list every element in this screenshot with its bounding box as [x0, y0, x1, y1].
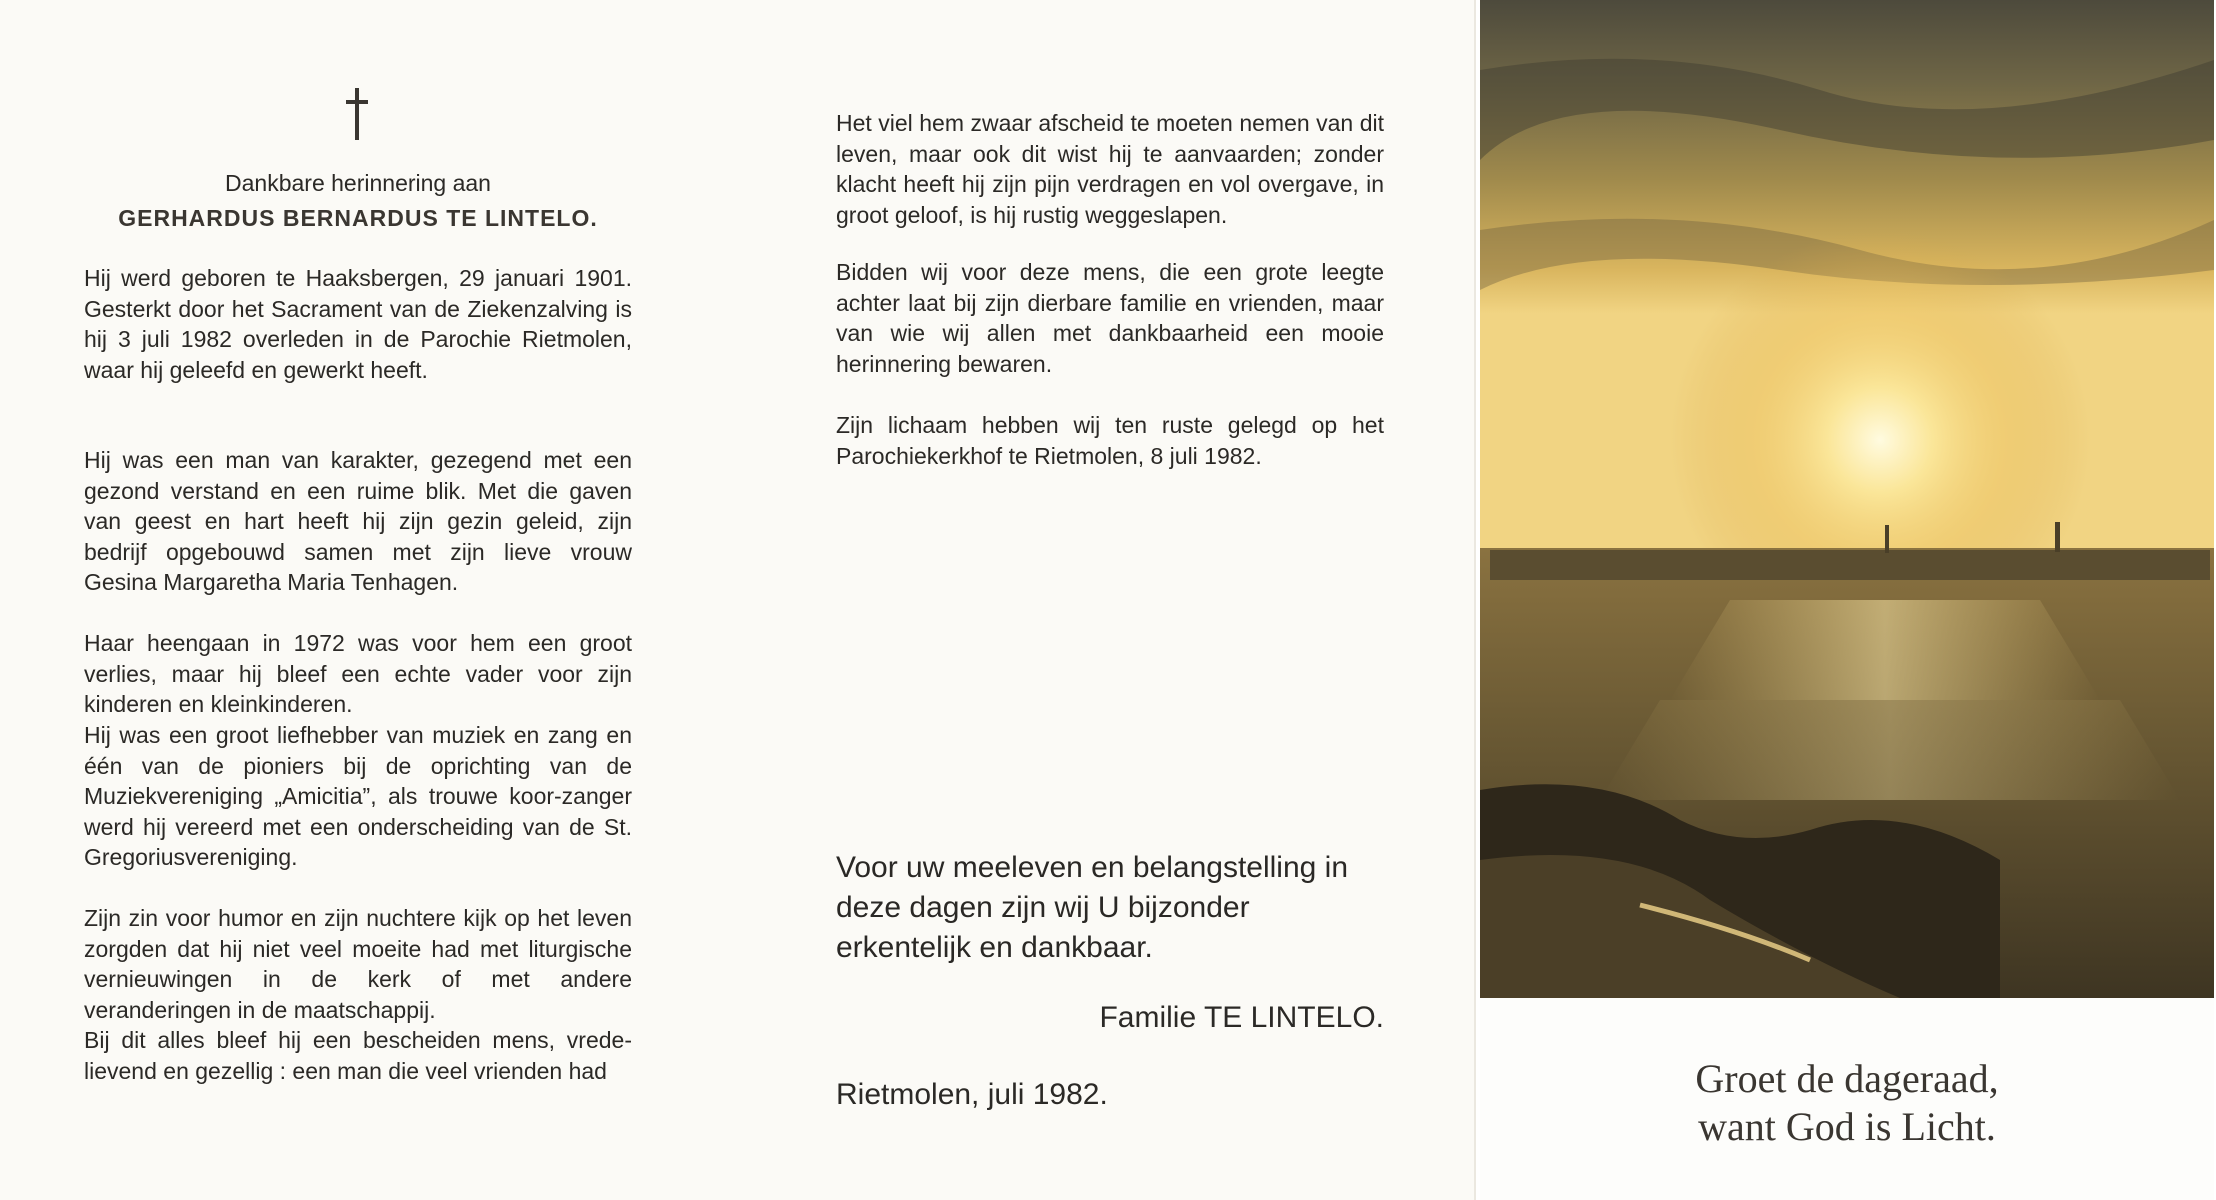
- cross-icon: [350, 88, 364, 140]
- intro-text: Dankbare herinnering aan: [225, 170, 491, 196]
- verse-line-2: want God is Licht.: [1698, 1104, 1996, 1149]
- sunset-sea-photo: [1480, 0, 2214, 998]
- deceased-name: GERHARDUS BERNARDUS TE LINTELO.: [118, 205, 598, 231]
- paragraph-character: Hij was een man van karakter, gezegend met een gezond verstand en een ruime blik. Met die gaven van geest en hart heeft hij zijn gezin geleid, zijn bedrijf opgebouwd samen met zijn lieve vrouw Gesina Margaretha Maria Tenhagen.: [84, 447, 632, 595]
- paragraph-loss: Haar heengaan in 1972 was voor hem een groot verlies, maar hij bleef een echte vader voor zijn kinderen en kleinkinderen.: [84, 630, 632, 717]
- verse-text: [1480, 1055, 2214, 1151]
- paragraph-music: Hij was een groot liefhebber van muziek en zang en één van de pioniers bij de oprichting van de Muziekvereniging „Amicitia”, als trouwe koor-zanger werd hij vereerd met een onderscheiding van de St. Gregoriusvereniging.: [84, 722, 632, 870]
- place-date: Rietmolen, juli 1982.: [836, 1078, 1108, 1111]
- paragraph-burial: Zijn lichaam hebben wij ten ruste gelegd op het Parochiekerkhof te Rietmolen, 8 juli 1982.: [836, 412, 1384, 469]
- paragraph-modest: Bij dit alles bleef hij een bescheiden mens, vrede-lievend en gezellig : een man die veel vrienden had: [84, 1027, 632, 1084]
- paragraph-humor: Zijn zin voor humor en zijn nuchtere kijk op het leven zorgden dat hij niet veel moeite had met liturgische vernieuwingen in de kerk of met andere veranderingen in de maatschappij.: [84, 905, 632, 1023]
- thanks-text: Voor uw meeleven en belangstelling in deze dagen zijn wij U bijzonder erkentelijk en dankbaar.: [836, 851, 1349, 964]
- verse-line-1: Groet de dageraad,: [1695, 1056, 1999, 1101]
- paragraph-birth: Hij werd geboren te Haaksbergen, 29 januari 1901. Gesterkt door het Sacrament van de Ziekenzalving is hij 3 juli 1982 overleden in de Parochie Rietmolen, waar hij geleefd en gewerkt heeft.: [84, 265, 632, 383]
- paragraph-farewell: Het viel hem zwaar afscheid te moeten nemen van dit leven, maar ook dit wist hij te aanvaarden; zonder klacht heeft hij zijn pijn verdragen en vol overgave, in groot geloof, is hij rustig weggeslapen.: [836, 110, 1384, 228]
- family-signature: Familie TE LINTELO.: [1099, 1001, 1384, 1034]
- paragraph-prayer: Bidden wij voor deze mens, die een grote leegte achter laat bij zijn dierbare familie en vrienden, maar van wie wij allen met dankbaarheid een mooie herinnering bewaren.: [836, 259, 1384, 377]
